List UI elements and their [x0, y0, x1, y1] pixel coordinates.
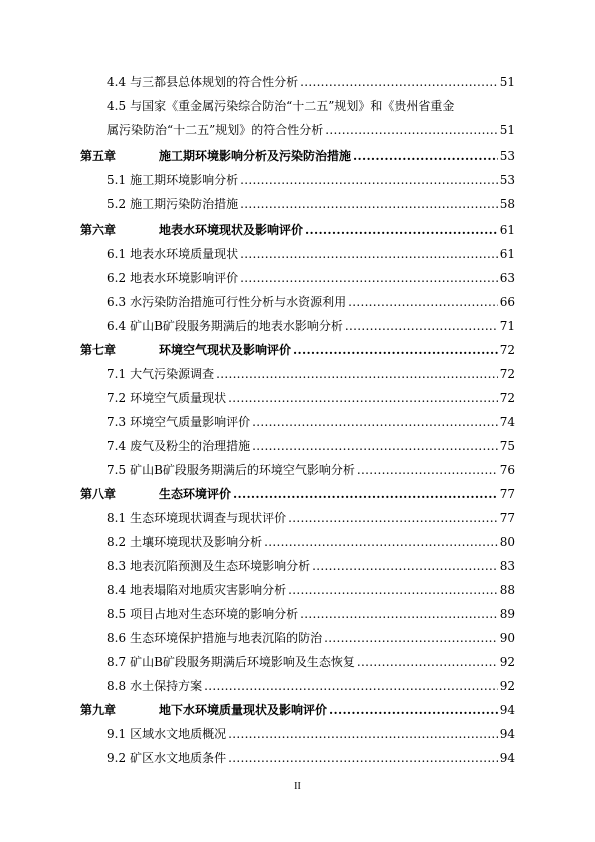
toc-chapter-title: 施工期环境影响分析及污染防治措施 [159, 149, 352, 163]
toc-entry-title: 区域水文地质概况 [130, 727, 227, 741]
toc-entry-page: 72 [499, 343, 515, 357]
toc-entry [107, 508, 515, 528]
toc-entry-title: 大气污染源调查 [130, 367, 215, 381]
toc-entry-page: 51 [499, 75, 515, 89]
dot-leader [216, 364, 498, 384]
toc-entry-page: 71 [499, 319, 515, 333]
toc-entry-page: 88 [499, 583, 515, 597]
toc-entry-continued [107, 120, 515, 140]
toc-entry-page: 77 [499, 487, 515, 501]
toc-entry-page: 53 [499, 173, 515, 187]
toc-entry-title: 地表塌陷对地质灾害影响分析 [130, 583, 287, 597]
toc-entry [107, 364, 515, 384]
toc-entry-page: 75 [499, 439, 515, 453]
toc-entry-page: 66 [499, 295, 515, 309]
toc-entry-title: 施工期污染防治措施 [130, 197, 239, 211]
toc-entry-title: 土壤环境现状及影响分析 [130, 535, 263, 549]
toc-entry-page: 77 [499, 511, 515, 525]
toc-chapter-number: 第六章 [80, 223, 117, 237]
dot-leader [288, 580, 498, 600]
dot-leader [264, 532, 498, 552]
toc-entry-title: 水污染防治措施可行性分析与水资源利用 [130, 295, 347, 309]
dot-leader [228, 388, 498, 408]
toc-entry-title: 环境空气质量影响评价 [130, 415, 251, 429]
toc-entry-number: 9.1 [107, 727, 127, 741]
dot-leader [293, 340, 498, 360]
dot-leader [345, 316, 498, 336]
toc-chapter-number: 第五章 [80, 149, 117, 163]
toc-entry [107, 170, 515, 190]
toc-chapter-number: 第九章 [80, 703, 117, 717]
toc-entry-page: 83 [499, 559, 515, 573]
dot-leader [288, 508, 498, 528]
toc-entry-number: 4.5 [107, 99, 127, 113]
toc-entry [107, 460, 515, 480]
toc-entry [107, 436, 515, 456]
toc-chapter-title: 环境空气现状及影响评价 [159, 343, 292, 357]
toc-chapter-title: 地下水环境质量现状及影响评价 [159, 703, 328, 717]
dot-leader [325, 120, 497, 140]
toc-entry-title-continued: 属污染防治“十二五”规划》的符合性分析 [107, 123, 324, 137]
toc-entry-title: 矿区水文地质条件 [130, 751, 227, 765]
toc-entry-number: 8.5 [107, 607, 127, 621]
toc-entry-number: 5.2 [107, 197, 127, 211]
toc-entry-number: 6.1 [107, 247, 127, 261]
dot-leader [228, 748, 498, 768]
toc-entry-page: 94 [499, 703, 515, 717]
toc-entry-page: 58 [499, 197, 515, 211]
toc-entry-page: 94 [499, 751, 515, 765]
dot-leader [252, 412, 498, 432]
toc-entry-page: 61 [499, 223, 515, 237]
dot-leader [357, 460, 498, 480]
toc-entry-title: 地表水环境影响评价 [130, 271, 239, 285]
dot-leader [357, 652, 498, 672]
toc-entry-number: 4.4 [107, 75, 127, 89]
toc-entry-title: 与国家《重金属污染综合防治“十二五”规划》和《贵州省重金 [130, 99, 455, 113]
dot-leader [348, 292, 498, 312]
toc-entry-page: 92 [499, 679, 515, 693]
toc-entry-title: 矿山B矿段服务期满后的环境空气影响分析 [130, 463, 355, 477]
toc-entry [107, 412, 515, 432]
dot-leader [353, 146, 498, 166]
toc-entry-title: 环境空气质量现状 [130, 391, 227, 405]
toc-entry-page: 72 [499, 367, 515, 381]
toc-entry [107, 580, 515, 600]
toc-entry [107, 268, 515, 288]
toc-entry-page: 92 [499, 655, 515, 669]
toc-entry-page: 72 [499, 391, 515, 405]
toc-entry-number: 7.1 [107, 367, 127, 381]
toc-entry-number: 6.4 [107, 319, 127, 333]
toc-chapter [80, 484, 515, 504]
dot-leader [300, 72, 498, 92]
toc-chapter [80, 700, 515, 720]
toc-entry-title: 生态环境保护措施与地表沉陷的防治 [130, 631, 323, 645]
toc-entry-title: 生态环境现状调查与现状评价 [130, 511, 287, 525]
dot-leader [300, 604, 498, 624]
toc-entry [107, 604, 515, 624]
toc-entry-number: 8.8 [107, 679, 127, 693]
toc-entry-number: 8.7 [107, 655, 127, 669]
toc-entry [107, 532, 515, 552]
toc-entry-title: 与三都县总体规划的符合性分析 [130, 75, 299, 89]
toc-entry-number: 8.3 [107, 559, 127, 573]
toc-chapter-title: 地表水环境现状及影响评价 [159, 223, 304, 237]
dot-leader [240, 170, 498, 190]
toc-entry-page: 51 [499, 123, 515, 137]
toc-entry-page: 63 [499, 271, 515, 285]
toc-entry-number: 6.3 [107, 295, 127, 309]
toc-entry-page: 76 [499, 463, 515, 477]
dot-leader [233, 484, 498, 504]
toc-entry-title: 施工期环境影响分析 [130, 173, 239, 187]
toc-entry-title: 地表沉陷预测及生态环境影响分析 [130, 559, 311, 573]
toc-entry-title: 地表水环境质量现状 [130, 247, 239, 261]
toc-entry-page: 89 [499, 607, 515, 621]
dot-leader [240, 244, 498, 264]
toc-entry-page: 61 [499, 247, 515, 261]
dot-leader [240, 194, 498, 214]
dot-leader [324, 628, 498, 648]
toc-entry-title: 矿山B矿段服务期满后环境影响及生态恢复 [130, 655, 355, 669]
toc-chapter-number: 第七章 [80, 343, 117, 357]
toc-chapter [80, 146, 515, 166]
toc-entry-title: 废气及粉尘的治理措施 [130, 439, 251, 453]
toc-entry-number: 7.3 [107, 415, 127, 429]
toc-entry-page: 94 [499, 727, 515, 741]
toc-entry [107, 556, 515, 576]
toc-entry [107, 676, 515, 696]
toc-entry [107, 316, 515, 336]
toc-entry-page: 53 [499, 149, 515, 163]
page-number: II [294, 781, 301, 792]
toc-entry [107, 292, 515, 312]
toc-entry [107, 628, 515, 648]
toc-entry [107, 244, 515, 264]
dot-leader [240, 268, 498, 288]
toc-entry [107, 96, 515, 116]
toc-entry-number: 8.4 [107, 583, 127, 597]
dot-leader [305, 220, 498, 240]
toc-entry-number: 8.2 [107, 535, 127, 549]
dot-leader [252, 436, 498, 456]
toc-entry [107, 748, 515, 768]
toc-entry-page: 74 [499, 415, 515, 429]
toc-entry-number: 7.2 [107, 391, 127, 405]
toc-entry-number: 5.1 [107, 173, 127, 187]
toc-entry-title: 矿山B矿段服务期满后的地表水影响分析 [130, 319, 343, 333]
toc-entry-page: 90 [499, 631, 515, 645]
toc-entry-number: 7.5 [107, 463, 127, 477]
toc-entry-number: 8.1 [107, 511, 127, 525]
toc-entry-title: 项目占地对生态环境的影响分析 [130, 607, 299, 621]
dot-leader [312, 556, 498, 576]
toc-entry-page: 80 [499, 535, 515, 549]
toc-entry [107, 72, 515, 92]
toc-chapter-number: 第八章 [80, 487, 117, 501]
toc-entry [107, 194, 515, 214]
toc-entry [107, 652, 515, 672]
toc-entry [107, 724, 515, 744]
toc-chapter [80, 220, 515, 240]
toc-chapter-title: 生态环境评价 [159, 487, 232, 501]
dot-leader [204, 676, 498, 696]
toc-chapter [80, 340, 515, 360]
dot-leader [329, 700, 498, 720]
dot-leader [228, 724, 498, 744]
toc-entry-number: 8.6 [107, 631, 127, 645]
toc-entry [107, 388, 515, 408]
toc-entry-title: 水土保持方案 [130, 679, 203, 693]
toc-entry-number: 7.4 [107, 439, 127, 453]
toc-entry-number: 9.2 [107, 751, 127, 765]
toc-entry-number: 6.2 [107, 271, 127, 285]
